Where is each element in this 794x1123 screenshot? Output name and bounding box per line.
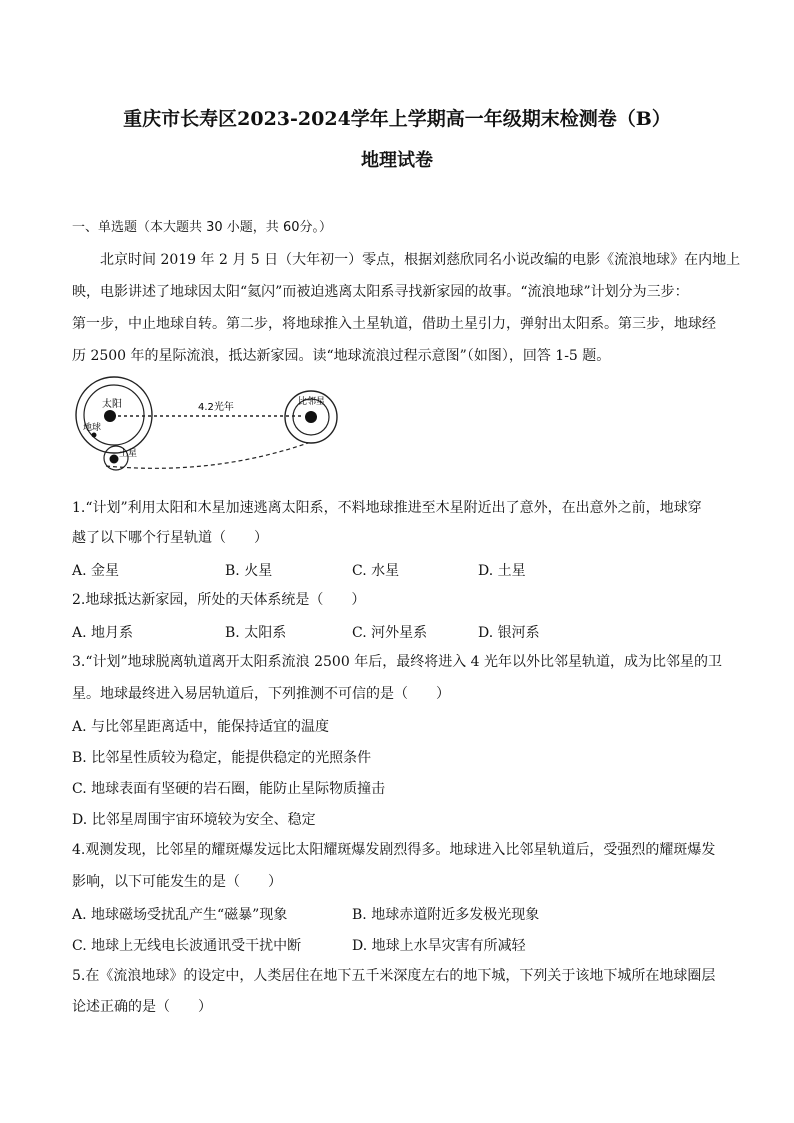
question-2-option-c[interactable]: C. 河外星系 [352, 625, 428, 641]
earth-wandering-diagram [72, 374, 362, 476]
question-2-option-a[interactable]: A. 地月系 [72, 625, 134, 641]
passage-line: 北京时间 2019 年 2 月 5 日（大年初一）零点，根据刘慈欣同名小说改编的电影《流浪地球》在内地上 [100, 252, 741, 268]
question-3-option-b[interactable]: B. 比邻星性质较为稳定，能提供稳定的光照条件 [72, 750, 372, 766]
exam-title: 重庆市长寿区2023-2024学年上学期高一年级期末检测卷（B） [123, 108, 671, 130]
question-5-line: 论述正确的是（ ） [72, 999, 212, 1015]
proxima-label: 比邻星 [298, 397, 326, 407]
question-2-option-b[interactable]: B. 太阳系 [225, 625, 287, 641]
question-3-option-d[interactable]: D. 比邻星周围宇宙环境较为安全、稳定 [72, 812, 316, 828]
earth-label: 地球 [83, 423, 102, 433]
question-4-option-a[interactable]: A. 地球磁场受扰乱产生“磁暴”现象 [72, 907, 288, 923]
exam-subtitle: 地理试卷 [361, 150, 433, 171]
question-3-line: 3.“计划”地球脱离轨道离开太阳系流浪 2500 年后，最终将进入 4 光年以外比邻星轨道，成为比邻星的卫 [72, 654, 723, 670]
sun-label: 太阳 [102, 399, 122, 410]
passage-line: 第一步，中止地球自转。第二步，将地球推入土星轨道，借助土星引力，弹射出太阳系。第三步，地球经 [72, 316, 716, 332]
question-1-line: 越了以下哪个行星轨道（ ） [72, 530, 268, 546]
question-3-line: 星。地球最终进入易居轨道后，下列推测不可信的是（ ） [72, 686, 450, 702]
distance-label: 4.2光年 [198, 402, 234, 413]
question-1-line: 1.“计划”利用太阳和木星加速逃离太阳系，不料地球推进至木星附近出了意外，在出意外之前，地球穿 [72, 500, 702, 516]
question-1-option-a[interactable]: A. 金星 [72, 563, 120, 579]
question-4-line: 4.观测发现，比邻星的耀斑爆发远比太阳耀斑爆发剧烈得多。地球进入比邻星轨道后，受强烈的耀斑爆发 [72, 842, 716, 858]
question-4-option-c[interactable]: C. 地球上无线电长波通讯受干扰中断 [72, 938, 302, 954]
saturn-dot [110, 455, 119, 464]
question-1-option-b[interactable]: B. 火星 [225, 563, 273, 579]
passage-line: 历 2500 年的星际流浪，抵达新家园。读“地球流浪过程示意图”（如图），回答 1-5 题。 [72, 348, 611, 364]
question-4-option-b[interactable]: B. 地球赤道附近多发极光现象 [352, 907, 540, 923]
question-1-option-c[interactable]: C. 水星 [352, 563, 400, 579]
question-2-line: 2.地球抵达新家园，所处的天体系统是（ ） [72, 592, 366, 608]
question-1-option-d[interactable]: D. 土星 [478, 563, 526, 579]
passage-line: 映，电影讲述了地球因太阳“氦闪”而被迫逃离太阳系寻找新家园的故事。“流浪地球”计划分为三步： [72, 284, 689, 300]
question-4-option-d[interactable]: D. 地球上水旱灾害有所减轻 [352, 938, 526, 954]
saturn-label: 土星 [119, 449, 138, 459]
question-5-line: 5.在《流浪地球》的设定中，人类居住在地下五千米深度左右的地下城，下列关于该地下城所在地球圈层 [72, 968, 716, 984]
question-2-option-d[interactable]: D. 银河系 [478, 625, 540, 641]
question-3-option-c[interactable]: C. 地球表面有坚硬的岩石圈，能防止星际物质撞击 [72, 781, 386, 797]
proxima-dot [305, 411, 317, 423]
question-4-line: 影响，以下可能发生的是（ ） [72, 874, 282, 890]
sun-dot [104, 410, 116, 422]
earth-dot [92, 433, 97, 438]
section-heading: 一、单选题（本大题共 30 小题，共 60分。） [72, 220, 332, 235]
question-3-option-a[interactable]: A. 与比邻星距离适中，能保持适宜的温度 [72, 719, 330, 735]
